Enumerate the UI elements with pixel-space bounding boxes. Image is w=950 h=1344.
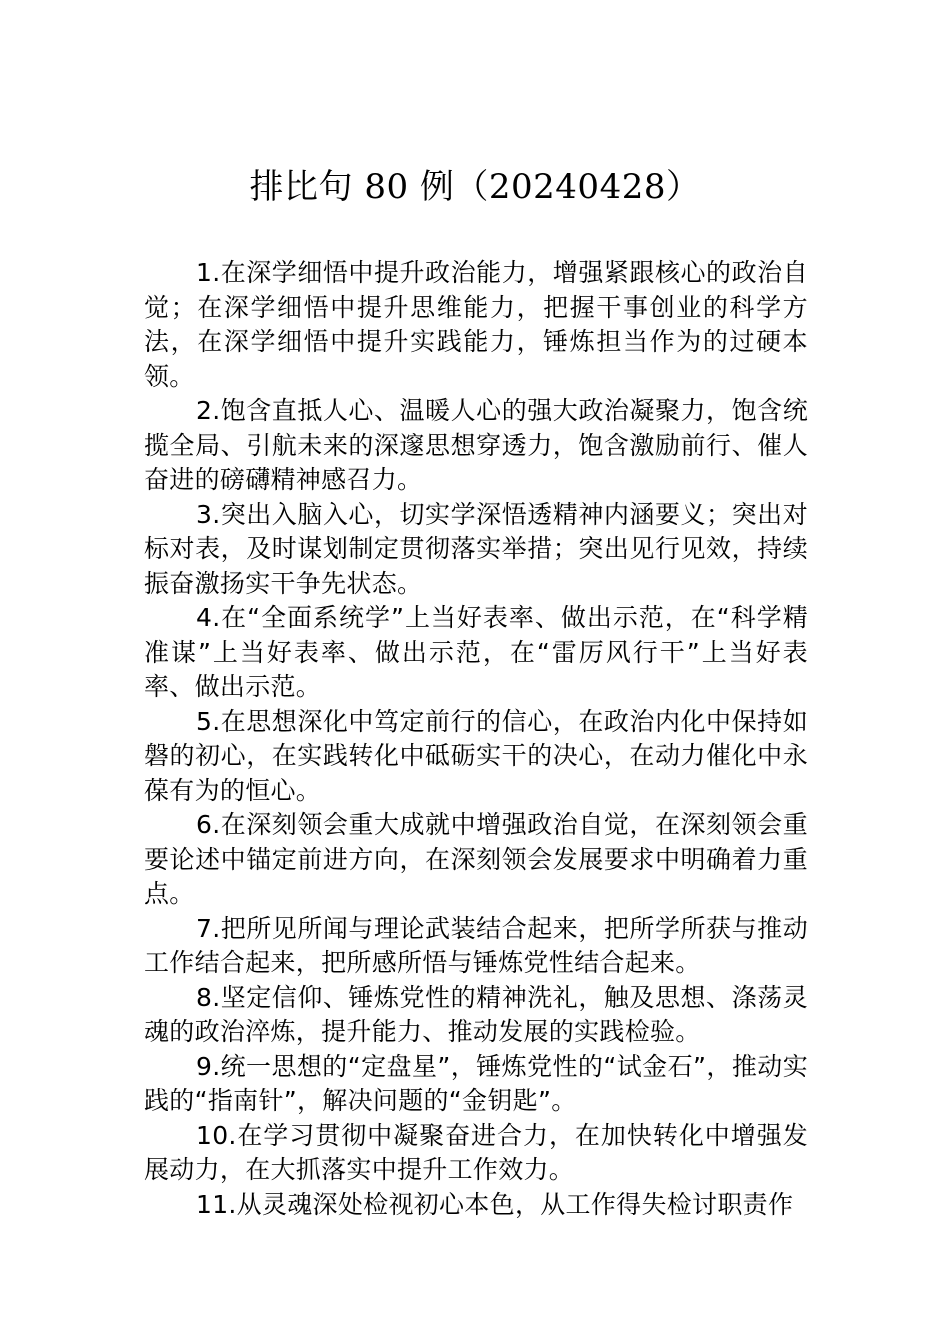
document-title: 排比句 80 例（20240428） — [249, 167, 701, 207]
paragraph-9: 9.统一思想的“定盘星”，锤炼党性的“试金石”，推动实践的“指南针”，解决问题的“金钥匙”。 — [144, 1051, 808, 1115]
paragraph-8: 8.坚定信仰、锤炼党性的精神洗礼，触及思想、涤荡灵魂的政治淬炼，提升能力、推动发展的实践检验。 — [144, 982, 808, 1046]
paragraph-11: 11.从灵魂深处检视初心本色，从工作得失检讨职责作 — [196, 1189, 794, 1219]
paragraph-7: 7.把所见所闻与理论武装结合起来，把所学所获与推动工作结合起来，把所感所悟与锤炼党性结合起来。 — [144, 913, 808, 977]
document-body — [144, 256, 808, 1222]
paragraph-5: 5.在思想深化中笃定前行的信心，在政治内化中保持如磐的初心，在实践转化中砥砺实干的决心，在动力催化中永葆有为的恒心。 — [144, 706, 808, 805]
paragraph-6: 6.在深刻领会重大成就中增强政治自觉，在深刻领会重要论述中锚定前进方向，在深刻领会发展要求中明确着力重点。 — [144, 810, 808, 908]
paragraph-2: 2.饱含直抵人心、温暖人心的强大政治凝聚力，饱含统揽全局、引航未来的深邃思想穿透力，饱含激励前行、催人奋进的磅礴精神感召力。 — [144, 396, 808, 494]
paragraph-3: 3.突出入脑入心，切实学深悟透精神内涵要义；突出对标对表，及时谋划制定贯彻落实举措；突出见行见效，持续振奋激扬实干争先状态。 — [144, 499, 808, 598]
paragraph-4: 4.在“全面系统学”上当好表率、做出示范，在“科学精准谋”上当好表率、做出示范，在“雷厉风行干”上当好表率、做出示范。 — [144, 603, 808, 701]
paragraph-10: 10.在学习贯彻中凝聚奋进合力，在加快转化中增强发展动力，在大抓落实中提升工作效力。 — [144, 1120, 808, 1184]
paragraph-1: 1.在深学细悟中提升政治能力，增强紧跟核心的政治自觉；在深学细悟中提升思维能力，把握干事创业的科学方法，在深学细悟中提升实践能力，锤炼担当作为的过硬本领。 — [144, 258, 808, 391]
